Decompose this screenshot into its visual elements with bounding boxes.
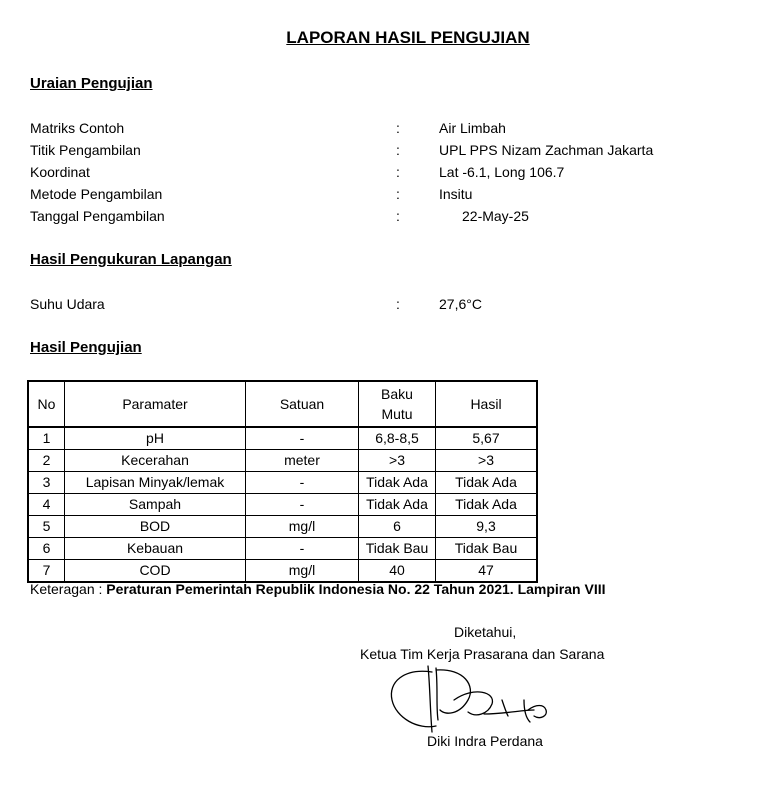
section-heading-lapangan: Hasil Pengukuran Lapangan: [30, 251, 232, 268]
cell-no: 1: [28, 427, 65, 450]
cell-satuan: mg/l: [246, 516, 359, 538]
cell-hasil: Tidak Ada: [436, 494, 538, 516]
cell-no: 6: [28, 538, 65, 560]
col-header-satuan: Satuan: [246, 381, 359, 427]
cell-hasil: 47: [436, 560, 538, 583]
table-row: [28, 560, 537, 583]
cell-baku: Tidak Bau: [359, 538, 436, 560]
table-row: [28, 450, 537, 472]
col-header-baku-line2: Mutu: [381, 406, 413, 422]
cell-parameter: BOD: [65, 516, 246, 538]
uraian-colon: :: [396, 164, 400, 180]
table-row: [28, 516, 537, 538]
cell-hasil: Tidak Bau: [436, 538, 538, 560]
note-prefix: Keteragan :: [30, 581, 107, 597]
cell-satuan: -: [246, 538, 359, 560]
table-row: [28, 538, 537, 560]
uraian-colon: :: [396, 120, 400, 136]
cell-parameter: COD: [65, 560, 246, 583]
table-note: [30, 581, 606, 597]
cell-hasil: 5,67: [436, 427, 538, 450]
cell-no: 4: [28, 494, 65, 516]
uraian-label-tanggal: Tanggal Pengambilan: [30, 208, 165, 224]
signature-role: Ketua Tim Kerja Prasarana dan Sarana: [360, 646, 605, 662]
cell-parameter: Sampah: [65, 494, 246, 516]
col-header-no: No: [28, 381, 65, 427]
cell-hasil: >3: [436, 450, 538, 472]
cell-parameter: Kebauan: [65, 538, 246, 560]
lapangan-colon: :: [396, 296, 400, 312]
signature-acknowledged: Diketahui,: [454, 624, 517, 640]
cell-parameter: pH: [65, 427, 246, 450]
handwritten-signature: [384, 660, 559, 740]
uraian-label-koordinat: Koordinat: [30, 164, 90, 180]
document-title: LAPORAN HASIL PENGUJIAN: [286, 28, 530, 47]
col-header-baku-mutu: [359, 381, 436, 427]
table-row: [28, 427, 537, 450]
col-header-baku-line1: Baku: [381, 386, 413, 402]
results-table: [27, 380, 538, 583]
section-heading-uraian: Uraian Pengujian: [30, 75, 153, 92]
uraian-label-metode: Metode Pengambilan: [30, 186, 163, 202]
cell-hasil: Tidak Ada: [436, 472, 538, 494]
cell-baku: Tidak Ada: [359, 472, 436, 494]
cell-hasil: 9,3: [436, 516, 538, 538]
cell-satuan: -: [246, 494, 359, 516]
cell-no: 7: [28, 560, 65, 583]
note-regulation: Peraturan Pemerintah Republik Indonesia No. 22 Tahun 2021. Lampiran VIII: [106, 581, 606, 597]
uraian-label-titik: Titik Pengambilan: [30, 142, 141, 158]
uraian-colon: :: [396, 142, 400, 158]
uraian-label-matriks: Matriks Contoh: [30, 120, 125, 136]
uraian-colon: :: [396, 208, 400, 224]
uraian-value-matriks: Air Limbah: [439, 120, 506, 136]
cell-no: 5: [28, 516, 65, 538]
uraian-value-metode: Insitu: [439, 186, 473, 202]
cell-parameter: Lapisan Minyak/lemak: [65, 472, 246, 494]
cell-no: 3: [28, 472, 65, 494]
table-header-row: [28, 381, 537, 427]
uraian-value-koordinat: Lat -6.1, Long 106.7: [439, 164, 565, 180]
col-header-hasil: Hasil: [436, 381, 538, 427]
col-header-parameter: Paramater: [65, 381, 246, 427]
cell-satuan: meter: [246, 450, 359, 472]
cell-no: 2: [28, 450, 65, 472]
table-row: [28, 472, 537, 494]
cell-baku: Tidak Ada: [359, 494, 436, 516]
section-heading-hasil: Hasil Pengujian: [30, 339, 142, 356]
cell-satuan: mg/l: [246, 560, 359, 583]
lapangan-value-suhu: 27,6°C: [439, 296, 482, 312]
signature-name: Diki Indra Perdana: [427, 733, 543, 749]
cell-satuan: -: [246, 472, 359, 494]
uraian-value-titik: UPL PPS Nizam Zachman Jakarta: [439, 142, 654, 158]
cell-baku: 40: [359, 560, 436, 583]
cell-baku: 6: [359, 516, 436, 538]
cell-baku: 6,8-8,5: [359, 427, 436, 450]
cell-satuan: -: [246, 427, 359, 450]
table-row: [28, 494, 537, 516]
uraian-value-tanggal: 22-May-25: [462, 208, 529, 224]
uraian-colon: :: [396, 186, 400, 202]
lapangan-label-suhu: Suhu Udara: [30, 296, 105, 312]
cell-parameter: Kecerahan: [65, 450, 246, 472]
cell-baku: >3: [359, 450, 436, 472]
